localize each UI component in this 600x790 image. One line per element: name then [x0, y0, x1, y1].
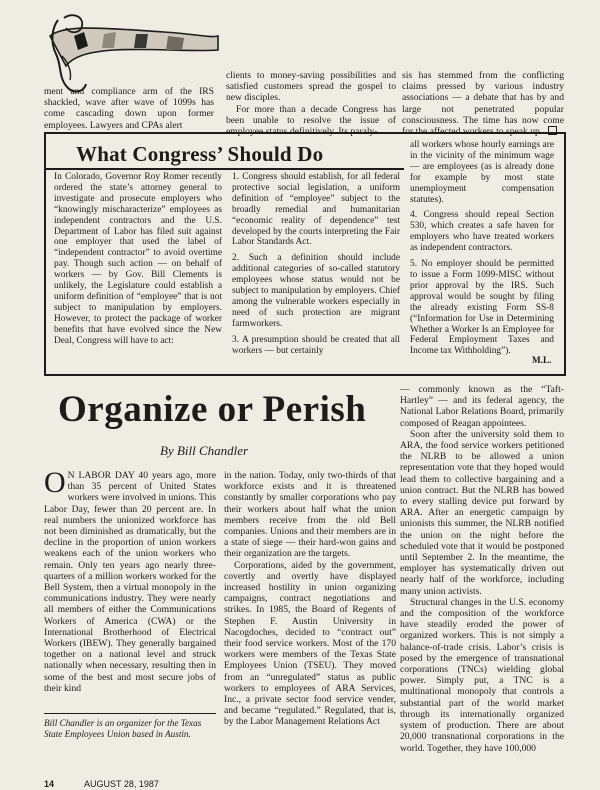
- recommendation-1: 1. Congress should establish, for all federal protective social legislation, a uniform definition of “employee” subject to the broadly remedial and humanitarian “economic reality of dependence” test developed by the courts interpreting the Fair Labor Standards Act.: [232, 172, 400, 248]
- recommendation-5: 5. No employer should be permitted to issue a Form 1099-MISC without prior approval by the IRS. Such approval would be sought by filing the already existing Form SS-8 (“Information for Use in Determining Whether a Worker Is an Employee for Federal Employment Taxes and Income tax Withholding”).: [410, 259, 554, 357]
- issue-date: AUGUST 28, 1987: [84, 779, 159, 789]
- paragraph: Soon after the university sold them to ARA, the food service workers petitioned the NLRB to be allowed a union representation vote that they hoped would lead them to collective bargaining and a union contract. But the NLRB has bowed to every stalling device put forward by ARA. After an energetic campaign by unionists this summer, the NLRB notified the union on the night before the scheduled vote that it would be postponed until September 2. In the meantime, the employer has systematically driven out nearly half of the workforce, including many union activists.: [400, 428, 564, 597]
- recommendation-3-cont: all workers whose hourly earnings are in the vicinity of the minimum wage — are employees (as is already done for example by most state unemployment compensation statutes).: [410, 140, 554, 205]
- divider: [44, 168, 404, 170]
- sidebar-right-column: [410, 140, 554, 357]
- paragraph: For more than a decade Congress has been unable to resolve the issue of employee status definitively. Its paraly-: [226, 103, 396, 138]
- top-column-2: [226, 70, 396, 137]
- top-column-3: [402, 70, 564, 137]
- paragraph: [44, 466, 216, 694]
- paragraph: in the nation. Today, only two-thirds of that workforce exists and it is threatened constantly by smaller corporations who pay their workers about half what the union members receive from the old Bell companies. Unions and their members are in a state of siege — their hard-won gains and their organization are the targets.: [224, 470, 396, 560]
- recommendation-3: 3. A presumption should be created that all workers — but certainly: [232, 334, 400, 356]
- article-column-3: [400, 384, 564, 754]
- paragraph: [402, 70, 564, 137]
- author-bio: Bill Chandler is an organizer for the Texas State Employees Union based in Austin.: [44, 718, 202, 739]
- sidebar-title: What Congress’ Should Do: [76, 142, 324, 166]
- paragraph: Corporations, aided by the government, covertly and overtly have displayed increased hostility in union organizing campaigns, contract negotiations and strikes. In 1985, the Board of Regents of Stephen F. Austin University in Nacogdoches, decided to “contract out” their food service workers. Most of the 170 workers were members of the Texas State Employees Union (TSEU). They moved from an “unregulated” status as public workers to employees of ARA Services, Inc., a private sector food service vender, and became “regulated.” Regulated, that is, by the Labor Management Relations Act: [224, 559, 396, 728]
- byline: By Bill Chandler: [160, 443, 249, 458]
- page-number: 14: [44, 779, 55, 789]
- paragraph-text: sis has stemmed from the conflicting claims pressed by various industry associations — a debate that has by and large not penetrated popular consciousness. The time has now come for the affected workers to speak up.: [402, 70, 564, 138]
- drop-cap: O: [44, 466, 66, 499]
- author-initials: M.L.: [532, 355, 552, 365]
- sidebar-middle-column: [232, 172, 400, 357]
- paragraph: Structural changes in the U.S. economy and the composition of the workforce have steadily eroded the power of organized workers. This is not simply a balance-of-trade crisis. Labor’s crisis is posed by the emergence of transnational corporations (TNCs) wielding global power. Simply put, a TNC is a multinational monopoly that controls a substantial part of the world market through its internationally organized system of production. There are about 20,000 transnational corporations in the world. Together, they have 100,000: [400, 596, 564, 754]
- paragraph-text: N LABOR DAY 40 years ago, more than 35 percent of United States workers were involved in unions. This Labor Day, fewer than 20 percent are. In real numbers the unionized workforce has not been diminished as dramatically, but the decline in the proportion of union workers weakens each of the union workers who remain. Only ten years ago nearly three-quarters of a million workers worked for the Bell System, then a virtual monopoly in the communications industry. They were nearly all members of either the Communications Workers of America (CWA) or the International Brotherhood of Electrical Workers (IBEW). They generally bargained together on a national level and struck nationally when necessary, resulting then in some of the best and most secure jobs of their kind: [44, 470, 216, 694]
- article-headline: Organize or Perish: [58, 389, 367, 430]
- article-column-2: [224, 470, 396, 728]
- paragraph: — commonly known as the “Taft-Hartley” — and its federal agency, the National Labor Relations Board, primarily composed of Reagan appointees.: [400, 384, 564, 429]
- recommendation-2: 2. Such a definition should include additional categories of so-called statutory employees whose status would not be subject to manipulation by employers. Chief among the vulnerable workers especially in need of such protection are migrant farmworkers.: [232, 253, 400, 329]
- nib-illustration-icon: [44, 6, 220, 98]
- paragraph: In Colorado, Governor Roy Romer recently ordered the state’s attorney general to investigate and prosecute employers who “knowingly mischaracterize” employees as independent contractors and the U.S. Department of Labor has filed suit against one employer that used the label of “independent contractor” to avoid overtime pay. Though such action — on behalf of workers — by Gov. Bill Clements is unlikely, the Legislature could establish a uniform definition of “employee” that is not subject to manipulation by employers. However, to protect the package of worker benefits that have evolved since the New Deal, Congress will have to act:: [54, 172, 222, 346]
- divider: [44, 713, 216, 714]
- article-column-1: [44, 466, 216, 694]
- sidebar-intro: [54, 172, 222, 347]
- paragraph: clients to money-saving possibilities and satisfied customers spread the gospel to new disciples.: [226, 70, 396, 104]
- top-column-1: [44, 86, 214, 131]
- recommendation-4: 4. Congress should repeal Section 530, which creates a safe haven for employers who have treated workers as independent contractors.: [410, 210, 554, 254]
- paragraph: ment and compliance arm of the IRS shackled, wave after wave of 1099s has come cascading down upon former employees. Lawyers and CPAs alert: [44, 86, 214, 131]
